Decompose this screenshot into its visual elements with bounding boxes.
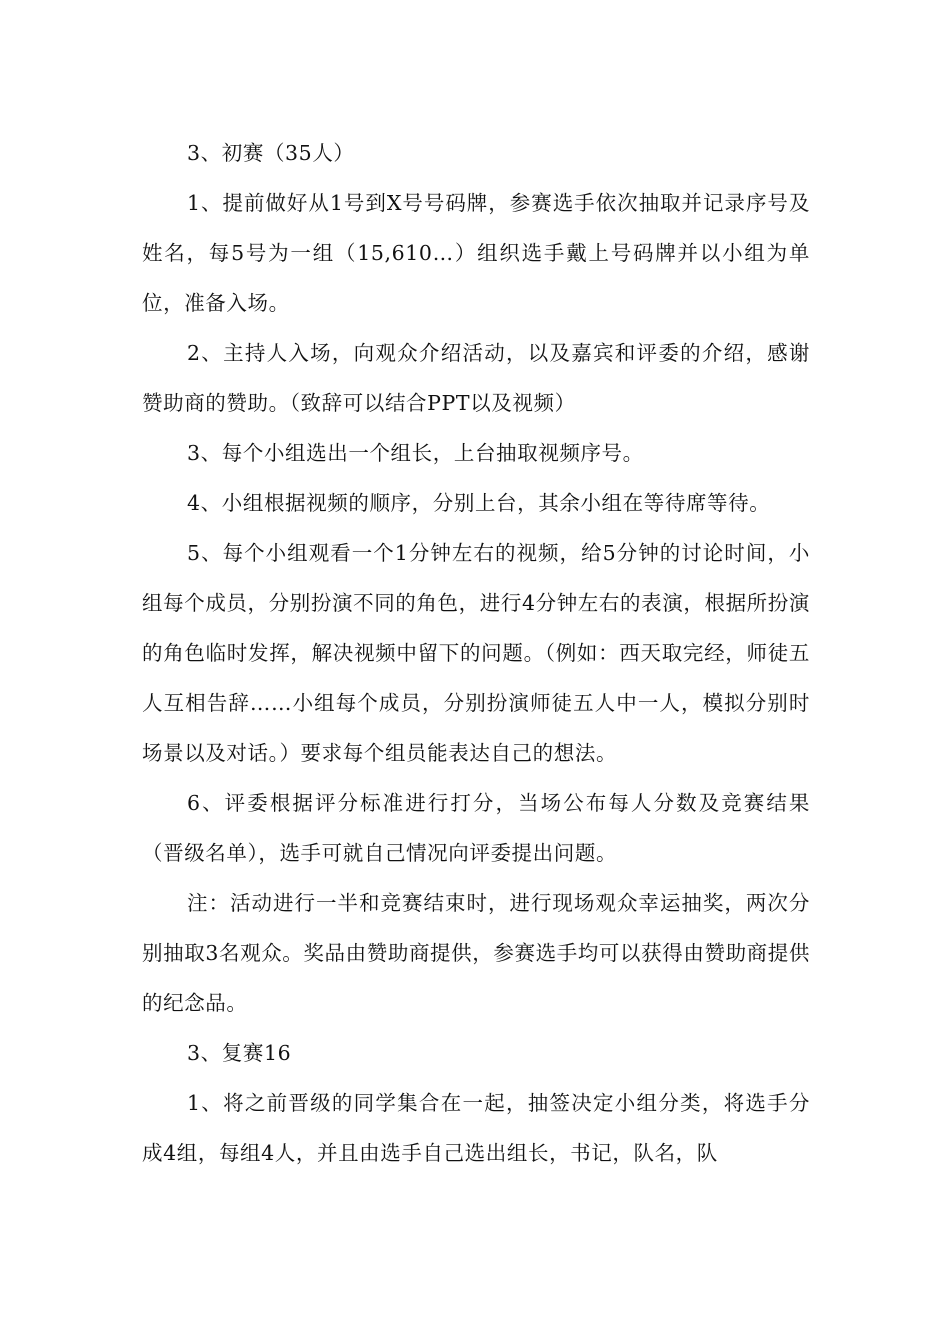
- paragraph-host-intro: 2、主持人入场，向观众介绍活动，以及嘉宾和评委的介绍，感谢赞助商的赞助。（致辞可以结合PPT以及视频）: [142, 341, 810, 415]
- paragraph-performance: 5、每个小组观看一个1分钟左右的视频，给5分钟的讨论时间，小组每个成员，分别扮演不同的角色，进行4分钟左右的表演，根据所扮演的角色临时发挥，解决视频中留下的问题。（例如：西天取完经，师徒五人互相告辞……小组每个成员，分别扮演师徒五人中一人，模拟分别时场景以及对话。）要求每个组员能表达自己的想法。: [142, 541, 810, 765]
- paragraph-group-leader: 3、每个小组选出一个组长，上台抽取视频序号。: [187, 441, 644, 465]
- paragraph-note: 注：活动进行一半和竞赛结束时，进行现场观众幸运抽奖，两次分别抽取3名观众。奖品由赞助商提供，参赛选手均可以获得由赞助商提供的纪念品。: [142, 891, 810, 1015]
- paragraph-scoring: 6、评委根据评分标准进行打分，当场公布每人分数及竞赛结果（晋级名单），选手可就自己情况向评委提出问题。: [142, 791, 810, 865]
- section-heading-semifinal: 3、复赛16: [187, 1041, 292, 1065]
- section-heading-preliminary: 3、初赛（35人）: [187, 141, 355, 165]
- paragraph-video-order: 4、小组根据视频的顺序，分别上台，其余小组在等待席等待。: [187, 491, 771, 515]
- paragraph-numbering: 1、提前做好从1号到X号号码牌，参赛选手依次抽取并记录序号及姓名，每5号为一组（15,610…）组织选手戴上号码牌并以小组为单位，准备入场。: [142, 191, 810, 315]
- paragraph-semifinal-grouping: 1、将之前晋级的同学集合在一起，抽签决定小组分类，将选手分成4组，每组4人，并且由选手自己选出组长，书记，队名，队: [142, 1091, 810, 1165]
- document-body: [142, 128, 810, 1178]
